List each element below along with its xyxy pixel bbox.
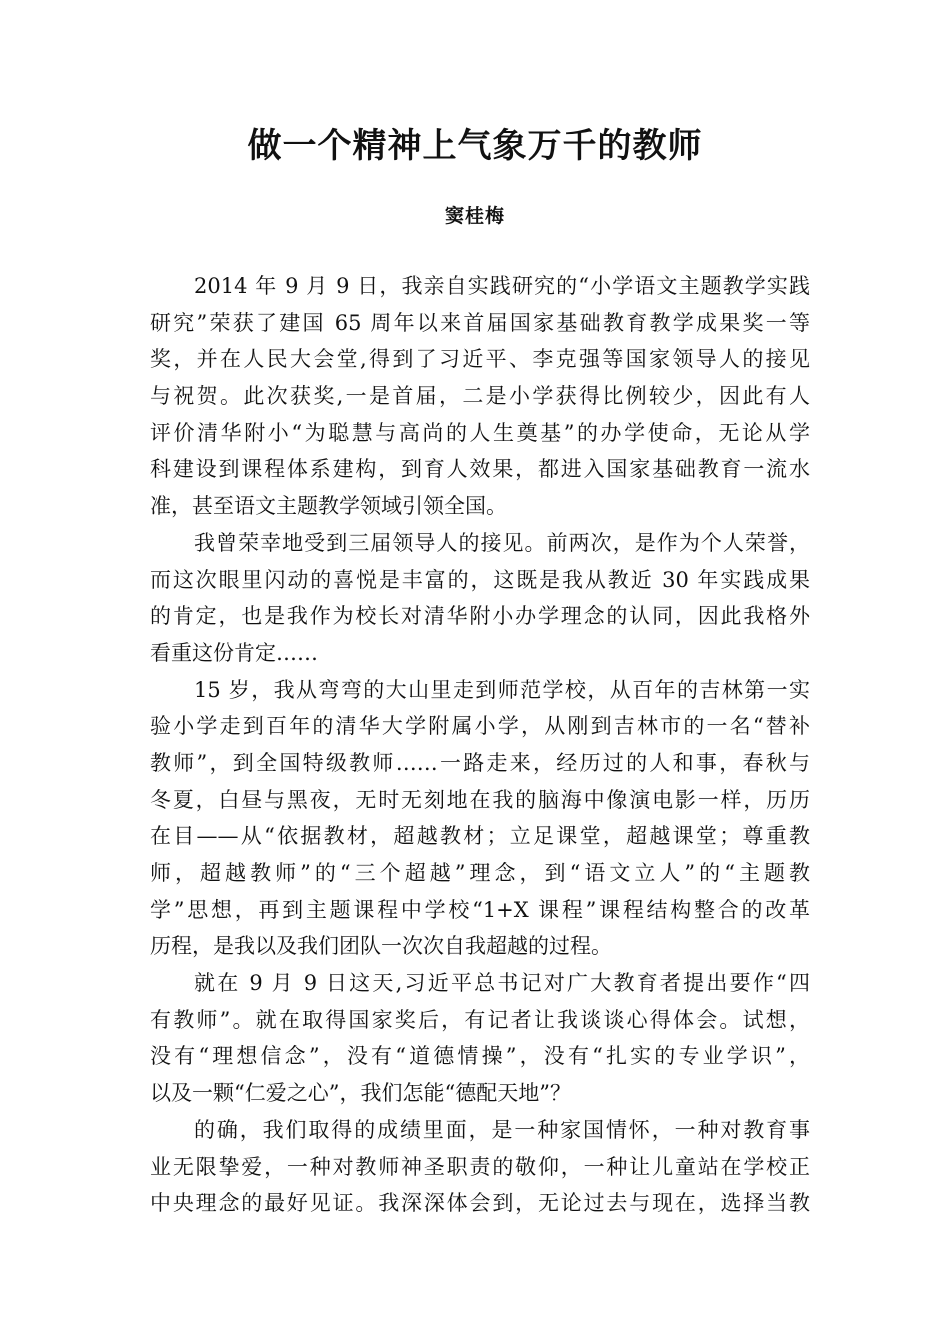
text-line: 我曾荣幸地受到三届领导人的接见。前两次，是作为个人荣誉， [194,530,810,555]
text-line: 奖，并在人民大会堂,得到了习近平、李克强等国家领导人的接见 [150,347,810,372]
text-line: 准，甚至语文主题教学领域引领全国。 [150,494,507,519]
text-line: 没有“理想信念”，没有“道德情操”，没有“扎实的专业学识”， [150,1044,810,1069]
text-line: 以及一颗“仁爱之心”，我们怎能“德配天地”？ [150,1081,571,1106]
text-line: 看重这份肯定…… [150,640,318,665]
text-line: 教师”，到全国特级教师……一路走来，经历过的人和事，春秋与 [150,750,810,775]
text-line: 师，超越教师”的“三个超越”理念，到“语文立人”的“主题教 [150,861,810,885]
author-name: 窦桂梅 [444,205,505,227]
text-line: 的肯定，也是我作为校长对清华附小办学理念的认同，因此我格外 [150,604,810,629]
text-line: 验小学走到百年的清华大学附属小学，从刚到吉林市的一名“替补 [150,714,810,739]
text-line: 在目——从“依据教材，超越教材；立足课堂，超越课堂；尊重教 [150,824,810,849]
text-line: 有教师”。就在取得国家奖后，有记者让我谈谈心得体会。试想， [150,1007,810,1032]
text-line: 而这次眼里闪动的喜悦是丰富的，这既是我从教近 30 年实践成果 [150,567,810,592]
text-line: 评价清华附小“为聪慧与高尚的人生奠基”的办学使命，无论从学 [150,420,810,445]
text-line: 科建设到课程体系建构，到育人效果，都进入国家基础教育一流水 [150,457,810,482]
text-line: 就在 9 月 9 日这天,习近平总书记对广大教育者提出要作“四 [194,971,810,996]
document-body [150,268,810,1222]
text-line: 研究”荣获了建国 65 周年以来首届国家基础教育教学成果奖一等 [150,310,810,335]
text-line: 与祝贺。此次获奖,一是首届，二是小学获得比例较少，因此有人 [150,384,810,409]
text-line: 的确，我们取得的成绩里面，是一种家国情怀，一种对教育事 [194,1117,810,1142]
text-line: 业无限挚爱，一种对教师神圣职责的敬仰，一种让儿童站在学校正 [150,1154,810,1179]
text-line: 学”思想，再到主题课程中学校“1+X 课程”课程结构整合的改革 [150,897,810,922]
text-line: 2014 年 9 月 9 日，我亲自实践研究的“小学语文主题教学实践 [194,274,810,298]
text-line: 历程，是我以及我们团队一次次自我超越的过程。 [150,934,612,959]
document-title: 做一个精神上气象万千的教师 [247,126,703,166]
text-line: 中央理念的最好见证。我深深体会到，无论过去与现在，选择当教 [150,1191,810,1216]
text-line: 冬夏，白昼与黑夜，无时无刻地在我的脑海中像演电影一样，历历 [150,787,810,812]
text-line: 15 岁，我从弯弯的大山里走到师范学校，从百年的吉林第一实 [194,677,810,702]
